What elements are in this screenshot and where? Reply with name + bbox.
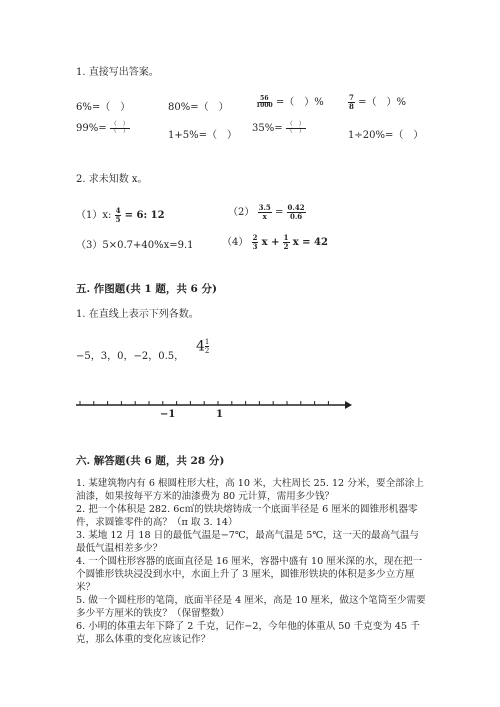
- number-list: −5，3，0，−2，0.5，: [76, 351, 185, 362]
- equation-3: （3）5×0.7+40%x=9.1: [76, 240, 194, 251]
- item-1-plus-5-percent: 1+5%=（ ）: [168, 130, 237, 141]
- mixed-number: 4 $\frac{1}{2}$: [196, 338, 210, 355]
- section-6-heading: 六. 解答题(共 6 题，共 28 分): [76, 455, 225, 467]
- question-1-title: 1. 直接写出答案。: [76, 67, 159, 78]
- item-fraction-56: $\frac{56}{1000}$ =（ ）%: [256, 95, 324, 109]
- axis-label-minus-1: −1: [160, 409, 176, 420]
- problem-3: 3. 某地 12 月 18 日的最低气温是−7℃，最高气温是 5℃，这一天的最高气温与最低气温相差多少？: [76, 530, 420, 554]
- problem-1: 1. 某建筑物内有 6 根圆柱形大柱，高 10 米，大柱周长 25. 12 分米，要全部涂上油漆，如果按每平方米的油漆费为 80 元计算，需用多少钱？: [76, 478, 424, 502]
- section-5-heading: 五. 作图题(共 1 题，共 6 分): [76, 283, 217, 295]
- problem-6: 6. 小明的体重去年下降了 2 千克，记作−2，今年他的体重从 50 千克变为 45 千克，那么体重的变化应该记作？: [76, 621, 420, 645]
- axis-label-1: 1: [216, 409, 223, 420]
- item-fraction-7-8: $\frac{7}{8}$ =（ ）%: [349, 93, 406, 111]
- problem-4: 4. 一个圆柱形容器的底面直径是 16 厘米，容器中盛有 10 厘米深的水，现在把一个圆锥形铁块浸没到水中，水面上升了 3 厘米，圆锥形铁块的体积是多少立方厘米？: [76, 556, 423, 593]
- item-6-percent: 6%=（ ）: [76, 102, 131, 113]
- question-2-title: 2. 求未知数 x。: [76, 174, 148, 185]
- equation-4: （4） $\frac{2}{3}$ x + $\frac{1}{2}$ x = 42: [222, 233, 328, 251]
- item-80-percent: 80%=（ ）: [168, 102, 229, 113]
- item-99-percent: 99%= $\frac{( )}{( )}$: [76, 121, 129, 135]
- item-1-div-20-percent: 1÷20%=（ ）: [348, 130, 424, 141]
- number-line-arrow: [345, 401, 352, 409]
- problem-5: 5. 做一个圆柱形的笔筒，底面半径是 4 厘米，高是 10 厘米，做这个笔筒至少需要多少平方厘米的铁皮？（保留整数）: [76, 595, 426, 619]
- item-35-percent: 35%= $\frac{( )}{( )}$: [252, 121, 305, 135]
- equation-2: （2） $\frac{3.5}{x}$ = $\frac{0.42}{0.6}$: [228, 203, 305, 221]
- section-5-question-1: 1. 在直线上表示下列各数。: [76, 309, 199, 320]
- problem-2: 2. 把一个体积是 282. 6c㎥的铁块熔铸成一个底面半径是 6 厘米的圆锥形机器零件，求圆锥零件的高？（π 取 3. 14）: [76, 504, 418, 528]
- equation-1: （1）x: $\frac{4}{5}$ = 6: 12: [76, 206, 165, 224]
